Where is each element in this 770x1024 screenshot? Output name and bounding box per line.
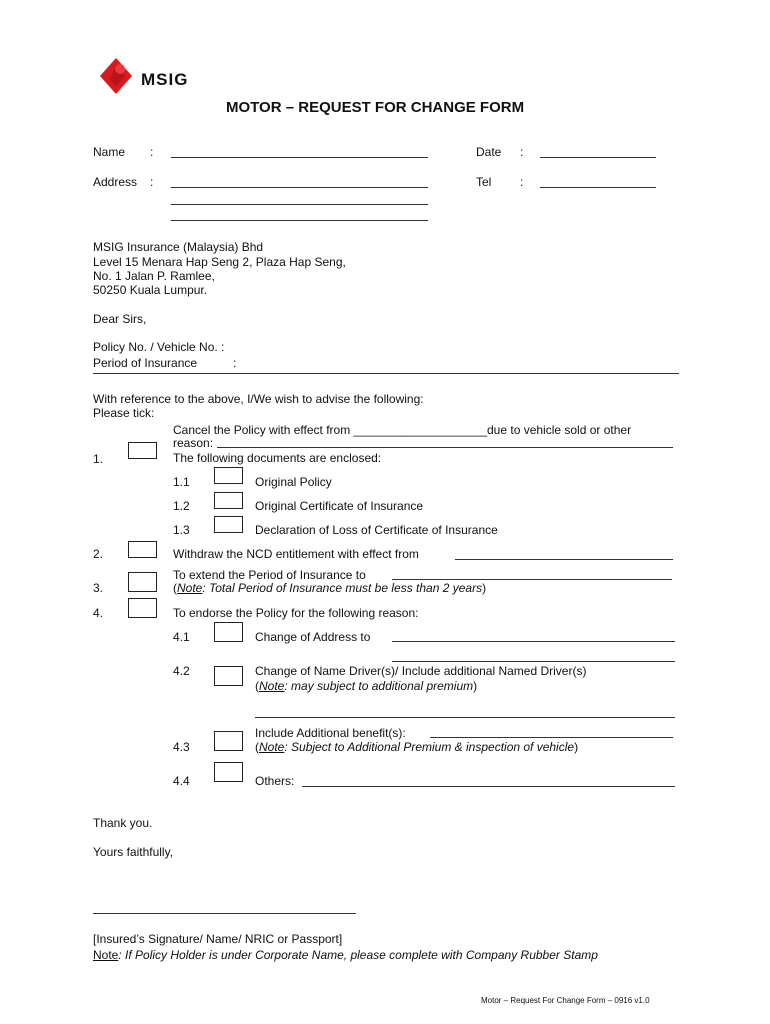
tel-label: Tel <box>476 175 492 189</box>
sub-1-2-text: Original Certificate of Insurance <box>255 499 424 513</box>
signature-note <box>93 948 598 962</box>
note-label: Note <box>93 948 119 962</box>
note-text: : may subject to additional premium <box>284 679 474 693</box>
item-2-checkbox[interactable] <box>128 541 157 558</box>
date-colon: : <box>520 145 524 159</box>
intro-text: With reference to the above, I/We wish to advise the following: <box>93 392 424 406</box>
sub-1-3-checkbox[interactable] <box>214 516 243 533</box>
name-colon: : <box>150 145 154 159</box>
tel-field[interactable] <box>540 187 656 188</box>
msig-logo <box>96 56 136 99</box>
address-label: Address <box>93 175 138 189</box>
sub-1-2-checkbox[interactable] <box>214 492 243 509</box>
thank-you: Thank you. <box>93 816 153 830</box>
sub-4-3-checkbox[interactable] <box>214 731 243 751</box>
item-2-date-field[interactable] <box>455 559 673 560</box>
sub-4-4-checkbox[interactable] <box>214 762 243 782</box>
logo-text: MSIG <box>141 70 189 89</box>
item-1-text: Cancel the Policy with effect from ____________________due to vehicle sold or other <box>173 423 632 437</box>
sub-1-3-text: Declaration of Loss of Certificate of Insurance <box>255 523 498 537</box>
addressee-line: No. 1 Jalan P. Ramlee, <box>93 269 215 283</box>
salutation: Dear Sirs, <box>93 312 147 326</box>
item-3-note <box>173 581 486 595</box>
addressee-line: MSIG Insurance (Malaysia) Bhd <box>93 240 264 254</box>
note-label: Note <box>177 581 203 595</box>
note-label: Note <box>259 740 285 754</box>
sub-4-1-checkbox[interactable] <box>214 622 243 642</box>
note-open: ( <box>255 679 259 693</box>
signature-line[interactable] <box>93 913 356 914</box>
tel-colon: : <box>520 175 524 189</box>
addressee-line: Level 15 Menara Hap Seng 2, Plaza Hap Seng, <box>93 255 346 269</box>
note-close: ) <box>482 581 487 595</box>
item-1-number: 1. <box>93 452 104 466</box>
policy-no-label: Policy No. / Vehicle No. : <box>93 340 225 354</box>
note-text: : Subject to Additional Premium & inspection of vehicle <box>284 740 575 754</box>
item-3-checkbox[interactable] <box>128 572 157 592</box>
sub-4-3-text: Include Additional benefit(s): <box>255 726 406 740</box>
name-label: Name <box>93 145 126 159</box>
yours-faithfully: Yours faithfully, <box>93 845 174 859</box>
date-label: Date <box>476 145 502 159</box>
sub-4-2-note <box>255 679 477 693</box>
sub-1-1-number: 1.1 <box>173 475 190 489</box>
note-close: ) <box>473 679 478 693</box>
date-field[interactable] <box>540 157 656 158</box>
sub-4-1-number: 4.1 <box>173 630 190 644</box>
sub-4-2-checkbox[interactable] <box>214 666 243 686</box>
sub-1-1-text: Original Policy <box>255 475 332 489</box>
sub-4-1-text: Change of Address to <box>255 630 371 644</box>
item-4-checkbox[interactable] <box>128 598 157 618</box>
page-title: MOTOR – REQUEST FOR CHANGE FORM <box>226 99 525 116</box>
note-open: ( <box>173 581 177 595</box>
sub-4-4-number: 4.4 <box>173 774 190 788</box>
sub-4-4-field[interactable] <box>302 786 675 787</box>
sub-4-2-text: Change of Name Driver(s)/ Include additional Named Driver(s) <box>255 664 587 678</box>
sub-4-2-field[interactable] <box>255 717 675 718</box>
sub-4-4-text: Others: <box>255 774 295 788</box>
sub-4-1-field-1[interactable] <box>392 641 675 642</box>
please-tick: Please tick: <box>93 406 155 420</box>
item-4-number: 4. <box>93 606 104 620</box>
sub-1-2-number: 1.2 <box>173 499 190 513</box>
note-text: : If Policy Holder is under Corporate Name, please complete with Company Rubber Stamp <box>118 948 598 962</box>
item-1-reason-field[interactable] <box>217 447 673 448</box>
period-colon: : <box>233 356 237 370</box>
item-2-number: 2. <box>93 547 104 561</box>
name-field[interactable] <box>171 157 428 158</box>
msig-logo-icon <box>96 56 136 96</box>
sub-4-3-number: 4.3 <box>173 740 190 754</box>
address-colon: : <box>150 175 154 189</box>
signature-caption: [Insured’s Signature/ Name/ NRIC or Passport] <box>93 932 343 946</box>
item-1-checkbox[interactable] <box>128 442 157 459</box>
note-close: ) <box>574 740 579 754</box>
item-4-text: To endorse the Policy for the following reason: <box>173 606 419 620</box>
item-3-date-field[interactable] <box>392 579 672 580</box>
item-1-reason-label: reason: <box>173 436 214 450</box>
sub-4-3-field[interactable] <box>430 737 673 738</box>
address-field-line-2[interactable] <box>171 204 428 205</box>
sub-1-3-number: 1.3 <box>173 523 190 537</box>
period-label: Period of Insurance <box>93 356 198 370</box>
item-1-enclosed: The following documents are enclosed: <box>173 451 382 465</box>
note-label: Note <box>259 679 285 693</box>
note-text: : Total Period of Insurance must be less than 2 years <box>202 581 483 595</box>
footer-text: Motor – Request For Change Form – 0916 v1.0 <box>481 996 650 1005</box>
note-open: ( <box>255 740 259 754</box>
address-field-line-3[interactable] <box>171 220 428 221</box>
sub-4-1-field-2[interactable] <box>392 661 675 662</box>
addressee-line: 50250 Kuala Lumpur. <box>93 283 208 297</box>
item-3-text: To extend the Period of Insurance to <box>173 568 366 582</box>
sub-4-2-number: 4.2 <box>173 664 190 678</box>
item-2-text: Withdraw the NCD entitlement with effect from <box>173 547 419 561</box>
policy-divider <box>93 373 679 374</box>
address-field-line-1[interactable] <box>171 187 428 188</box>
sub-4-3-note <box>255 740 578 754</box>
item-3-number: 3. <box>93 581 104 595</box>
sub-1-1-checkbox[interactable] <box>214 467 243 484</box>
